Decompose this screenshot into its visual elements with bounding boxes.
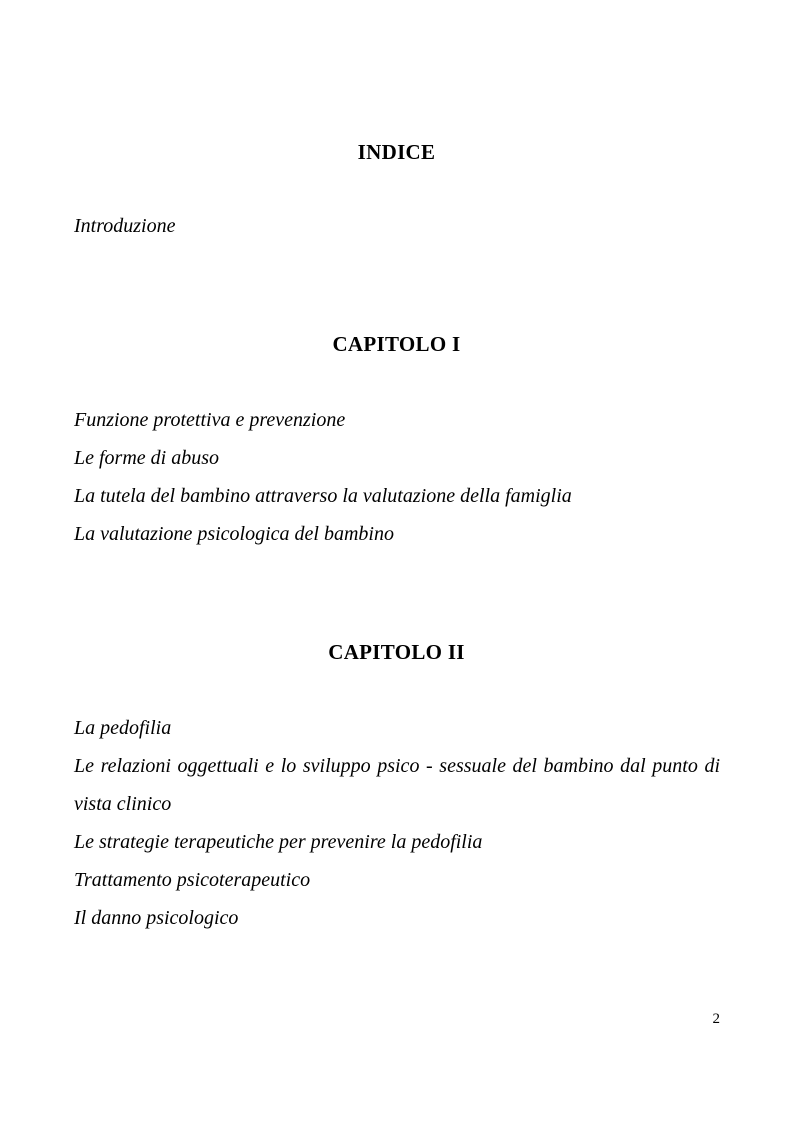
page-number: 2 xyxy=(712,1011,720,1027)
toc-entry: Trattamento psicoterapeutico xyxy=(74,869,311,891)
toc-entry: Le strategie terapeutiche per prevenire la pedofilia xyxy=(74,831,483,853)
chapter-1-title: CAPITOLO I xyxy=(332,332,461,356)
toc-entry: La tutela del bambino attraverso la valutazione della famiglia xyxy=(74,485,572,507)
toc-entry: Le relazioni oggettuali e lo sviluppo psico - sessuale del bambino dal punto di vista clinico xyxy=(74,755,720,815)
toc-entry: La valutazione psicologica del bambino xyxy=(74,523,394,545)
chapter-2-title: CAPITOLO II xyxy=(328,640,465,664)
toc-entry-introduction: Introduzione xyxy=(74,215,176,237)
toc-entry: Le forme di abuso xyxy=(74,447,219,469)
toc-entry: Il danno psicologico xyxy=(74,907,239,929)
toc-entry: Funzione protettiva e prevenzione xyxy=(74,409,346,431)
toc-entry: La pedofilia xyxy=(74,717,172,739)
index-title: INDICE xyxy=(357,140,436,164)
